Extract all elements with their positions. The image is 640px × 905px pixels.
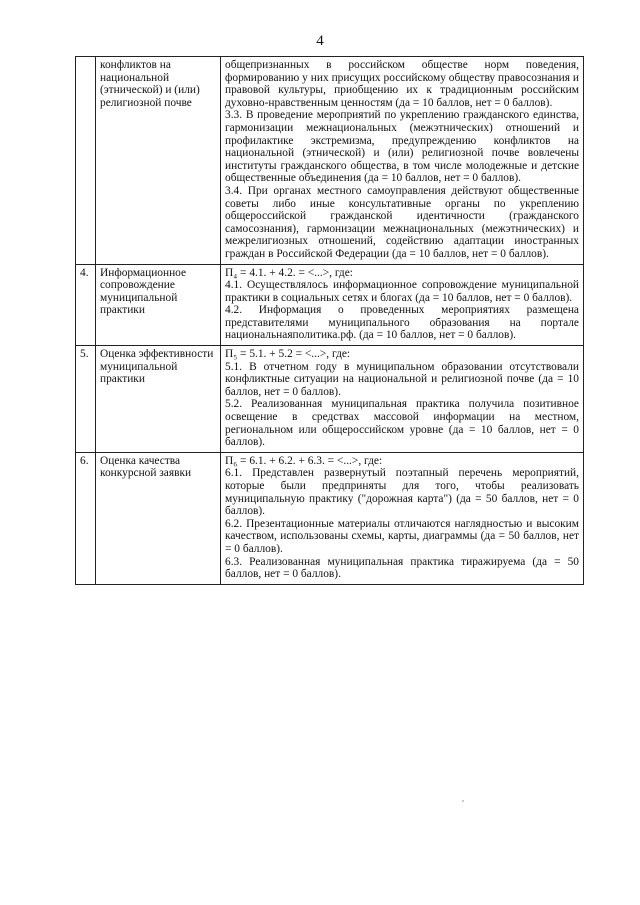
criterion-name: конфликтов на национальной (этнической) и (или) религиозной почве bbox=[96, 57, 221, 265]
description-paragraph: 4.2. Информация о проведенных мероприятиях размещена представителями муниципального образования на портале национальнаяполитика.рф. (да = 10 баллов, нет = 0 баллов). bbox=[225, 304, 579, 342]
row-number bbox=[76, 57, 96, 265]
formula-line: П₄ = 4.1. + 4.2. = <...>, где: bbox=[225, 266, 353, 279]
criterion-description bbox=[221, 264, 584, 346]
row-number: 5. bbox=[76, 346, 96, 453]
scan-speck bbox=[462, 800, 464, 802]
table-row bbox=[76, 57, 584, 265]
criterion-description bbox=[221, 452, 584, 584]
description-paragraph: 3.3. В проведение мероприятий по укреплению гражданского единства, гармонизации межнациональных (межэтнических) отношений и профилактике экстремизма, предупреждению конфликтов на национальной (этнической) и (или) религиозной почве вовлечены институты гражданского общества, в том числе молодежные и детские общественные объединения (да = 10 баллов, нет = 0 баллов). bbox=[225, 109, 579, 185]
formula-line: П₅ = 5.1. + 5.2 = <...>, где: bbox=[225, 348, 351, 361]
description-paragraph: 6.1. Представлен развернутый поэтапный перечень мероприятий, которые были предприняты для того, чтобы реализовать муниципальную практику ("дорожная карта") (да = 50 баллов, нет = 0 баллов). bbox=[225, 467, 579, 518]
criterion-name: Оценка качества конкурсной заявки bbox=[96, 452, 221, 584]
table-row bbox=[76, 452, 584, 584]
description-paragraph: 4.1. Осуществлялось информационное сопровождение муниципальной практики в социальных сетях и блогах (да = 10 баллов, нет = 0 баллов). bbox=[225, 279, 579, 304]
description-paragraph: 5.2. Реализованная муниципальная практика получила позитивное освещение в средствах массовой информации на местном, региональном или общероссийском уровне (да = 10 баллов, нет = 0 баллов). bbox=[225, 398, 579, 449]
row-number: 4. bbox=[76, 264, 96, 346]
description-paragraph: 6.2. Презентационные материалы отличаются наглядностью и высоким качеством, использованы схемы, карты, диаграммы (да = 50 баллов, нет = 0 баллов). bbox=[225, 517, 579, 555]
criterion-description bbox=[221, 346, 584, 453]
row-number: 6. bbox=[76, 452, 96, 584]
description-paragraph: общепризнанных в российском обществе норм поведения, формированию у них присущих российскому обществу правосознания и правовой культуры, приобщению их к традиционным российским духовно-нравственным ценностям (да = 10 баллов, нет = 0 баллов). bbox=[225, 59, 579, 109]
criteria-table bbox=[75, 56, 584, 585]
description-paragraph: 3.4. При органах местного самоуправления действуют общественные советы либо иные консультативные органы по укреплению общероссийской гражданской идентичности (гражданского самосознания), гармонизации межнациональных (межэтнических) и межрелигиозных отношений, содействию адаптации иностранных граждан в Российской Федерации (да = 10 баллов, нет = 0 баллов). bbox=[225, 184, 579, 260]
criterion-description bbox=[221, 57, 584, 265]
criterion-name: Оценка эффективности муниципальной практики bbox=[96, 346, 221, 453]
criterion-name: Информационное сопровождение муниципальной практики bbox=[96, 264, 221, 346]
table-row bbox=[76, 346, 584, 453]
description-paragraph: 6.3. Реализованная муниципальная практика тиражируема (да = 50 баллов, нет = 0 баллов). bbox=[225, 555, 579, 581]
formula-line: П₆ = 6.1. + 6.2. + 6.3. = <...>, где: bbox=[225, 454, 383, 467]
description-paragraph: 5.1. В отчетном году в муниципальном образовании отсутствовали конфликтные ситуации на национальной и религиозной почве (да = 10 баллов, нет = 0 баллов). bbox=[225, 360, 579, 398]
table-row bbox=[76, 264, 584, 346]
page-number: 4 bbox=[316, 33, 324, 49]
